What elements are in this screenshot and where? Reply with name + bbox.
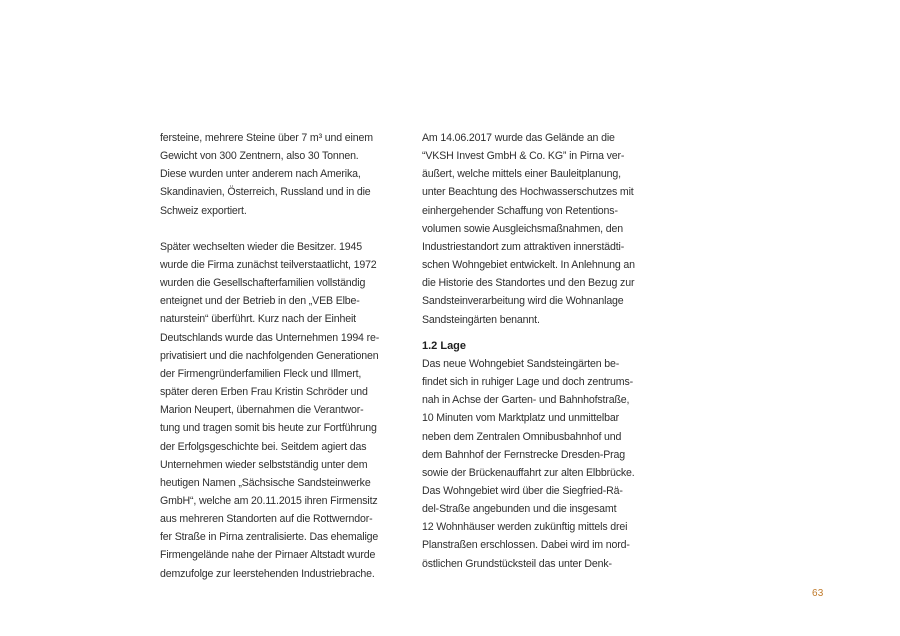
text-line: wurden die Gesellschafterfamilien vollständig: [160, 277, 366, 290]
text-line: Gewicht von 300 Zentnern, also 30 Tonnen.: [160, 150, 359, 163]
text-line: sowie der Brückenauffahrt zur alten Elbbrücke.: [422, 466, 635, 479]
text-line: tung und tragen somit bis heute zur Fortführung: [160, 422, 377, 435]
text-line: privatisiert und die nachfolgenden Generationen: [160, 349, 379, 362]
text-line: GmbH“, welche am 20.11.2015 ihren Firmensitz: [160, 494, 378, 507]
text-line: der Erfolgsgeschichte bei. Seitdem agiert das: [160, 440, 367, 453]
text-line: “VKSH Invest GmbH & Co. KG” in Pirna ver-: [422, 150, 625, 163]
text-line: del-Straße angebunden und die insgesamt: [422, 503, 617, 516]
text-line: Am 14.06.2017 wurde das Gelände an die: [422, 132, 615, 144]
text-line: einhergehender Schaffung von Retentions-: [422, 204, 618, 217]
text-line: dem Bahnhof der Fernstrecke Dresden-Prag: [422, 448, 626, 461]
text-line: 12 Wohnhäuser werden zukünftig mittels drei: [422, 521, 628, 534]
page-number: 63: [812, 588, 824, 599]
text-line: fersteine, mehrere Steine über 7 m³ und einem: [160, 132, 373, 144]
text-line: findet sich in ruhiger Lage und doch zentrums-: [422, 376, 633, 389]
text-line: demzufolge zur leerstehenden Industriebrache.: [160, 567, 375, 580]
text-line: aus mehreren Standorten auf die Rottwerndor-: [160, 513, 373, 526]
text-line: schen Wohngebiet entwickelt. In Anlehnung an: [422, 259, 635, 272]
paragraph-spacer: [160, 220, 392, 238]
text-line: Marion Neupert, übernahmen die Verantwor-: [160, 404, 364, 417]
text-line: enteignet und der Betrieb in den „VEB Elbe-: [160, 295, 360, 308]
text-line: Diese wurden unter anderem nach Amerika,: [160, 168, 361, 181]
text-line: der Firmengründerfamilien Fleck und Illmert,: [160, 367, 362, 380]
text-line: heutigen Namen „Sächsische Sandsteinwerke: [160, 476, 371, 489]
text-line: Sandsteinverarbeitung wird die Wohnanlage: [422, 295, 624, 308]
text-line: Planstraßen erschlossen. Dabei wird im nord-: [422, 539, 630, 552]
text-line: fer Straße in Pirna zentralisierte. Das ehemalige: [160, 531, 379, 544]
text-line: östlichen Grundstücksteil das unter Denk-: [422, 557, 612, 570]
text-line: Später wechselten wieder die Besitzer. 1945: [160, 240, 363, 253]
section-heading-lage: 1.2 Lage: [422, 339, 467, 352]
text-line: nah in Achse der Garten- und Bahnhofstraße,: [422, 394, 630, 407]
right-text-column: [422, 129, 654, 573]
paragraph-history-export: [160, 129, 392, 220]
text-line: Das neue Wohngebiet Sandsteingärten be-: [422, 357, 620, 370]
text-line: äußert, welche mittels einer Bauleitplanung,: [422, 168, 621, 181]
text-line: die Historie des Standortes und den Bezug zur: [422, 277, 635, 290]
text-line: Firmengelände nahe der Pirnaer Altstadt wurde: [160, 549, 376, 562]
text-line: neben dem Zentralen Omnibusbahnhof und: [422, 430, 622, 443]
text-line: Schweiz exportiert.: [160, 204, 247, 217]
text-line: volumen sowie Ausgleichsmaßnahmen, den: [422, 222, 623, 235]
text-line: Unternehmen wieder selbstständig unter dem: [160, 458, 368, 471]
paragraph-site-sale: [422, 129, 654, 329]
left-text-column: [160, 129, 392, 583]
text-line: Das Wohngebiet wird über die Siegfried-Rä-: [422, 484, 623, 497]
text-line: naturstein“ überführt. Kurz nach der Einheit: [160, 313, 356, 326]
text-line: 10 Minuten vom Marktplatz und unmittelbar: [422, 412, 619, 425]
text-line: Sandsteingärten benannt.: [422, 313, 540, 326]
text-line: unter Beachtung des Hochwasserschutzes mit: [422, 186, 634, 199]
text-line: Industriestandort zum attraktiven innerstädti-: [422, 240, 625, 253]
text-line: Skandinavien, Österreich, Russland und in die: [160, 186, 371, 199]
text-line: später deren Erben Frau Kristin Schröder und: [160, 386, 368, 399]
text-line: wurde die Firma zunächst teilverstaatlicht, 1972: [160, 258, 377, 271]
text-line: Deutschlands wurde das Unternehmen 1994 re-: [160, 331, 380, 344]
paragraph-ownership-history: [160, 238, 392, 583]
paragraph-location: [422, 355, 654, 573]
